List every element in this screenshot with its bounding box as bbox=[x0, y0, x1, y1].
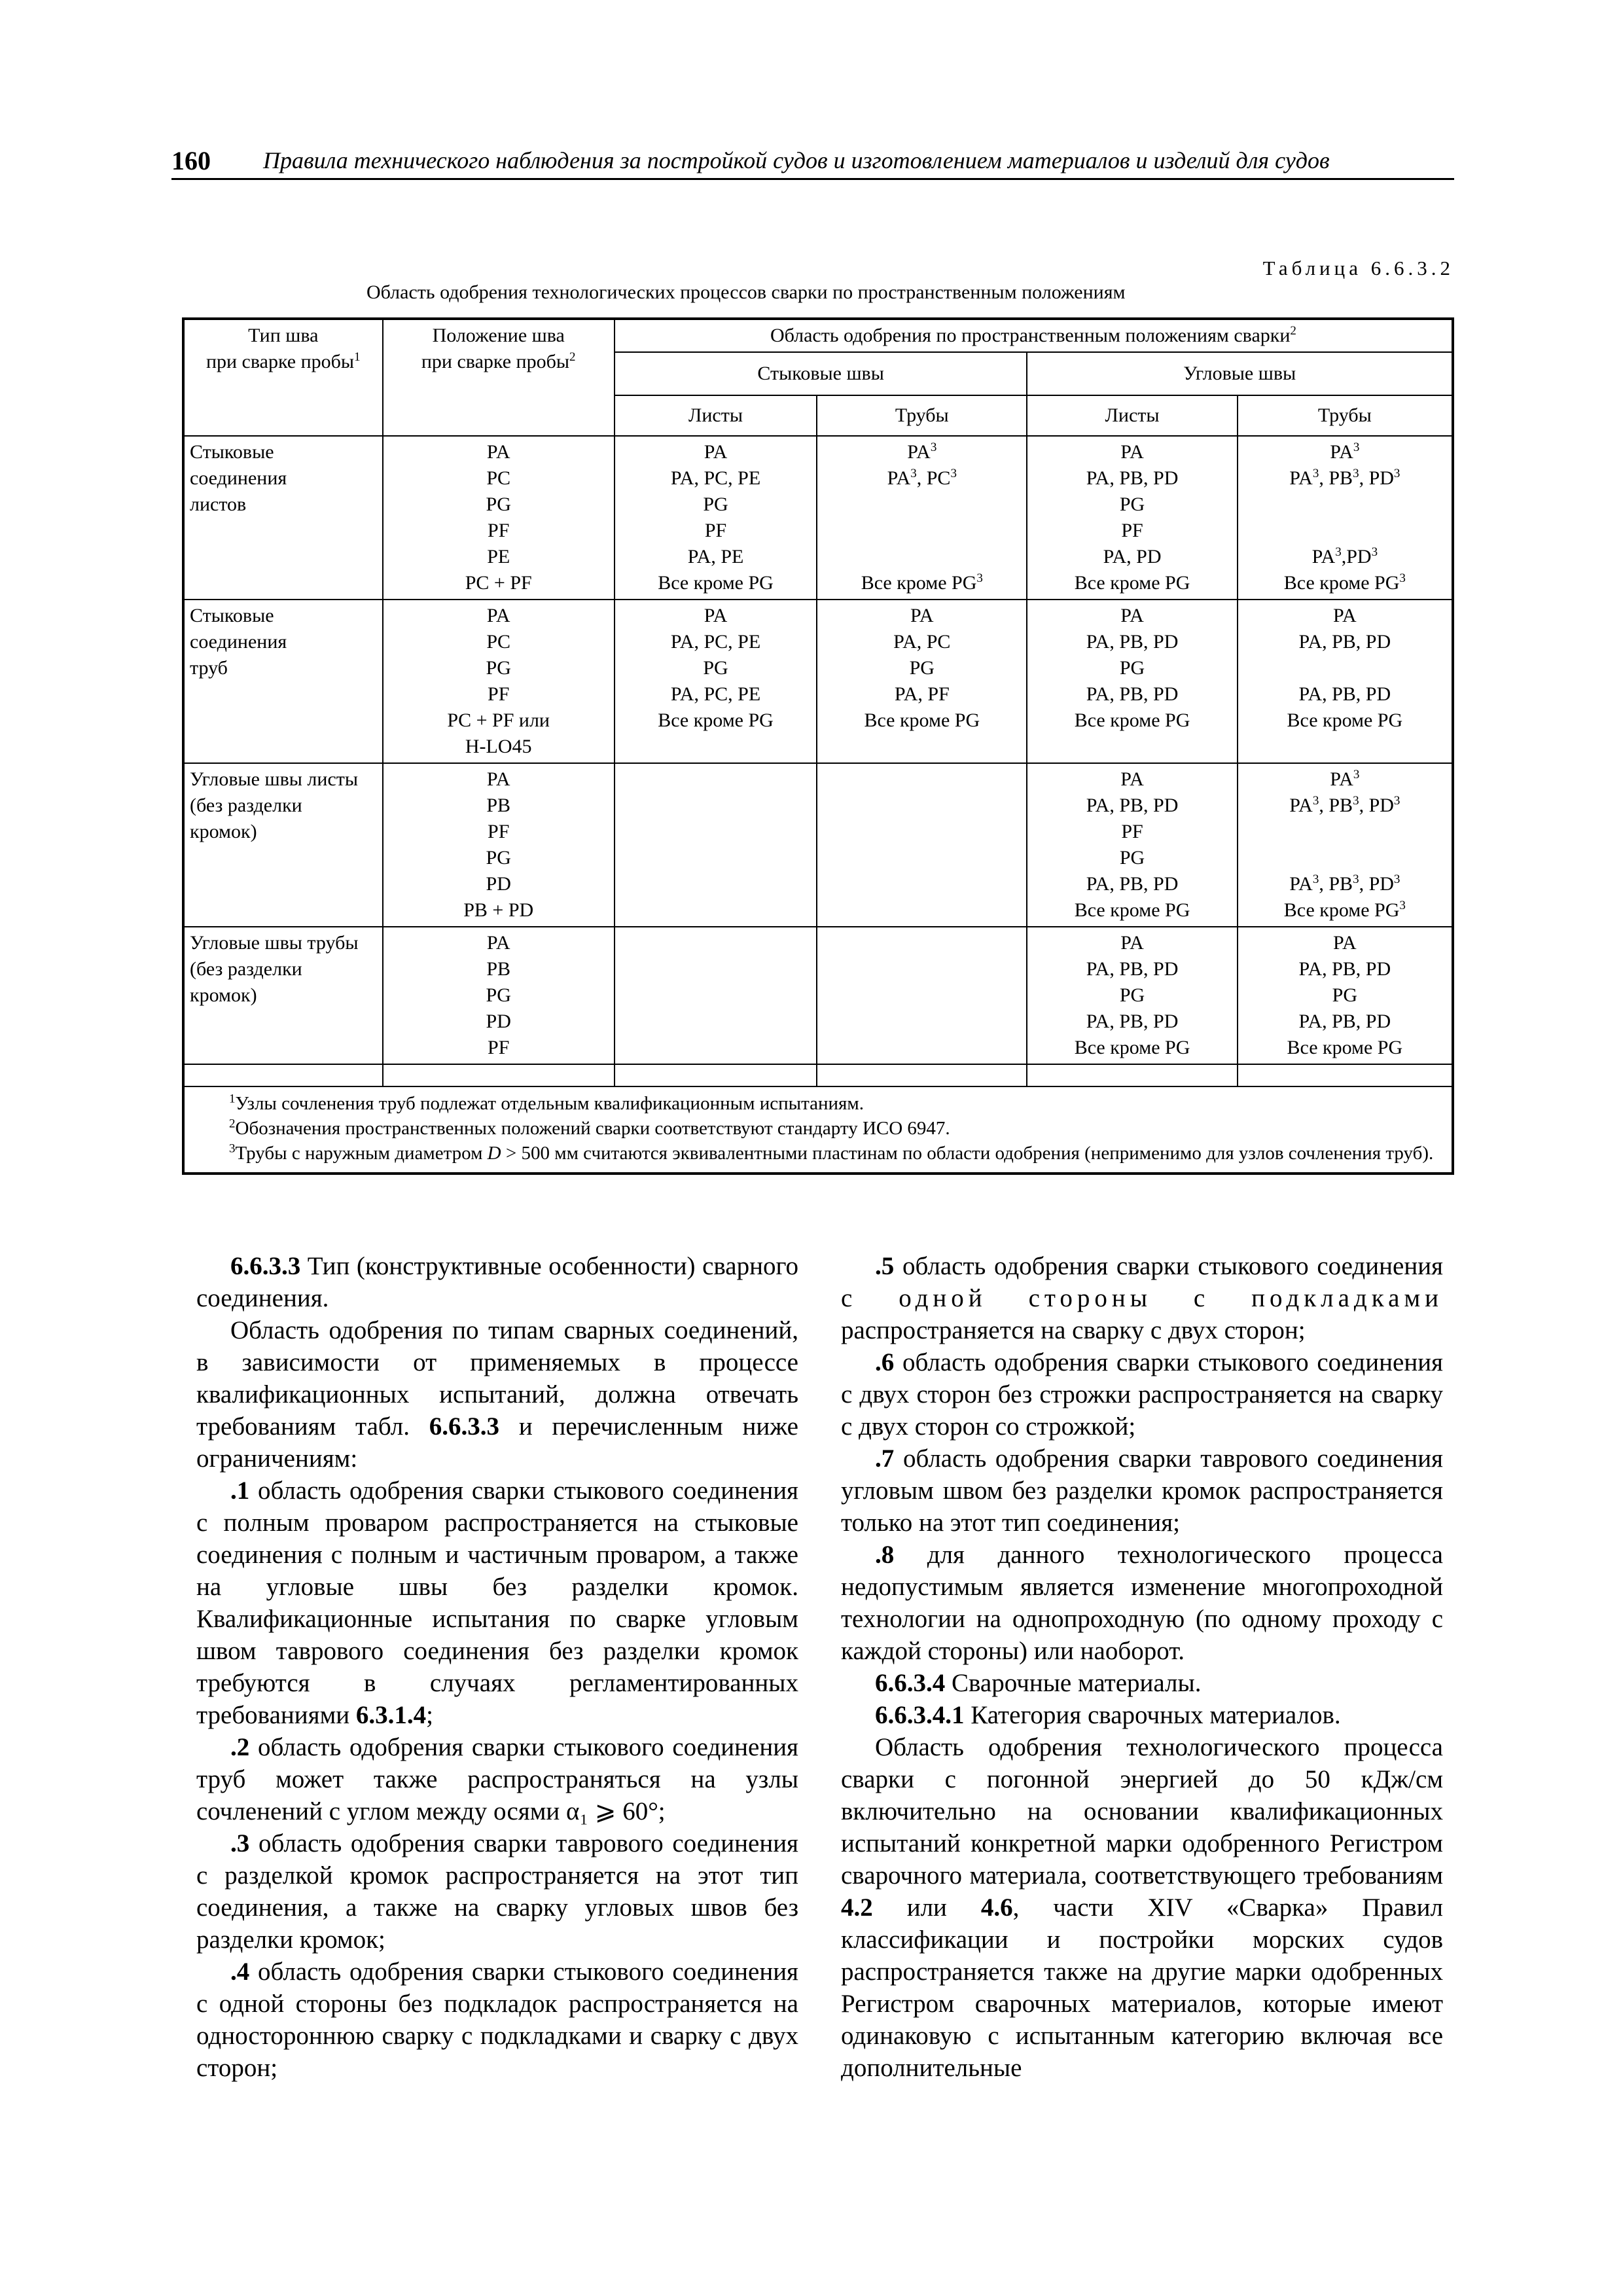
row-butt-pipes bbox=[817, 927, 1027, 1064]
table-row bbox=[183, 763, 1453, 927]
table-row bbox=[183, 927, 1453, 1064]
paragraph: Область одобрения технологического процесса сварки с погонной энергией до 50 кДж/см включительно на основании квалификационных испытаний конкретной марки одобренного Регистром сварочного материала, соответствующего требованиям 4.2 или 4.6, части XIV «Сварка» Правил классификации и постройки морских судов распространяется также на другие марки одобренных Регистром сварочных материалов, которые имеют одинаковую с испытанным категорию включая все дополнительные bbox=[841, 1733, 1443, 2082]
row-positions: PA PB PF PG PD PB + PD bbox=[383, 763, 615, 927]
paragraph: Область одобрения по типам сварных соединений, в зависимости от применяемых в процессе квалификационных испытаний, должна отвечать требованиям табл. 6.6.3.3 и перечисленным ниже ограничениям: bbox=[196, 1316, 798, 1473]
row-weld-type: Стыковые соединения труб bbox=[183, 600, 383, 763]
header-weld-type: Тип шва при сварке пробы$^1$ bbox=[183, 319, 383, 436]
row-positions: PA PC PG PF PC + PF или H-LO45 bbox=[383, 600, 615, 763]
header-scope: Область одобрения по пространственным положениям сварки$^2$ bbox=[615, 319, 1453, 352]
page-number: 160 bbox=[171, 146, 211, 175]
row-fillet-sheets: PA PA, PB, PD PG PF PA, PD Все кроме PG bbox=[1027, 436, 1237, 600]
paragraph: .6 область одобрения сварки стыкового соединения с двух сторон без строжки распространяется на сварку с двух сторон со строжкой; bbox=[841, 1348, 1443, 1441]
footnote: $^2$Обозначения пространственных положений сварки соответствуют стандарту ИСО 6947. bbox=[229, 1117, 950, 1139]
paragraph: 6.6.3.4.1 Категория сварочных материалов. bbox=[875, 1701, 1341, 1729]
table-row bbox=[183, 600, 1453, 763]
paragraph: 6.6.3.4 Сварочные материалы. bbox=[875, 1669, 1202, 1697]
row-fillet-sheets: PA PA, PB, PD PG PA, PB, PD Все кроме PG bbox=[1027, 600, 1237, 763]
row-positions: PA PB PG PD PF bbox=[383, 927, 615, 1064]
footnote: $^1$Узлы сочленения труб подлежат отдельным квалификационным испытаниям. bbox=[229, 1092, 864, 1114]
right-text-column bbox=[841, 1250, 1443, 2084]
table-footnotes bbox=[183, 1086, 1453, 1174]
paragraph: .5 область одобрения сварки стыкового соединения с одной стороны с подкладками распространяется на сварку с двух сторон; bbox=[841, 1252, 1443, 1344]
row-weld-type: Угловые швы трубы (без разделки кромок) bbox=[183, 927, 383, 1064]
row-fillet-pipes: PA PA, PB, PD PA, PB, PD Все кроме PG bbox=[1238, 600, 1453, 763]
row-fillet-pipes: PA PA, PB, PD PG PA, PB, PD Все кроме PG bbox=[1238, 927, 1453, 1064]
paragraph: 6.6.3.3 Тип (конструктивные особенности) сварного соединения. bbox=[196, 1252, 798, 1312]
row-butt-sheets bbox=[615, 927, 817, 1064]
paragraph: .8 для данного технологического процесса недопустимым является изменение многопроходной технологии на однопроходную (по одному проходу с каждой стороны) или наоборот. bbox=[841, 1541, 1443, 1665]
row-fillet-sheets: PA PA, PB, PD PF PG PA, PB, PD Все кроме PG bbox=[1027, 763, 1237, 927]
row-butt-pipes: $PA^3$ $PA^3$, $PC^3$ Все кроме $PG^3$ bbox=[817, 436, 1027, 600]
page-header bbox=[171, 143, 1454, 180]
row-weld-type: Стыковые соединения листов bbox=[183, 436, 383, 600]
row-fillet-sheets: PA PA, PB, PD PG PA, PB, PD Все кроме PG bbox=[1027, 927, 1237, 1064]
table-row bbox=[183, 436, 1453, 600]
welding-positions-table bbox=[182, 317, 1454, 1175]
row-positions: PA PC PG PF PE PC + PF bbox=[383, 436, 615, 600]
row-butt-sheets: PA PA, PC, PE PG PA, PC, PE Все кроме PG bbox=[615, 600, 817, 763]
row-butt-pipes bbox=[817, 763, 1027, 927]
table-caption: Область одобрения технологических процессов сварки по пространственным положениям bbox=[366, 281, 1126, 303]
table-header-row bbox=[183, 319, 1453, 352]
row-butt-sheets: PA PA, PC, PE PG PF PA, PE Все кроме PG bbox=[615, 436, 817, 600]
header-butt-sheets: Листы bbox=[615, 395, 817, 436]
header-fillet-pipes: Трубы bbox=[1238, 395, 1453, 436]
paragraph: .3 область одобрения сварки таврового соединения с разделкой кромок распространяется на этот тип соединения, а также на сварку угловых швов без разделки кромок; bbox=[196, 1829, 798, 1954]
row-fillet-pipes: $PA^3$ $PA^3$, $PB^3$, $PD^3$ $PA^3$, $PB^3$, $PD^3$ Все кроме $PG^3$ bbox=[1238, 763, 1453, 927]
paragraph: .1 область одобрения сварки стыкового соединения с полным проваром распространяется на стыковые соединения с полным и частичным проваром, а также на угловые швы без разделки кромок. Квалификационные испытания по сварке угловым швом таврового соединения без разделки кромок требуются в случаях регламентированных требованиями 6.3.1.4; bbox=[196, 1477, 798, 1729]
header-butt-welds: Стыковые швы bbox=[615, 352, 1027, 395]
header-butt-pipes: Трубы bbox=[817, 395, 1027, 436]
paragraph: .7 область одобрения сварки таврового соединения угловым швом без разделки кромок распространяется только на этот тип соединения; bbox=[841, 1444, 1443, 1537]
footnote: $^3$Трубы с наружным диаметром D > 500 мм считаются эквивалентными пластинам по области одобрения (неприменимо для узлов сочленения труб). bbox=[229, 1141, 1434, 1164]
paragraph: .4 область одобрения сварки стыкового соединения с одной стороны без подкладок распространяется на одностороннюю сварку с подкладками и сварку с двух сторон; bbox=[196, 1958, 798, 2082]
row-fillet-pipes: $PA^3$ $PA^3$, $PB^3$, $PD^3$ $PA^3,PD^3$ Все кроме $PG^3$ bbox=[1238, 436, 1453, 600]
row-weld-type: Угловые швы листы (без разделки кромок) bbox=[183, 763, 383, 927]
row-butt-pipes: PA PA, PC PG PA, PF Все кроме PG bbox=[817, 600, 1027, 763]
row-butt-sheets bbox=[615, 763, 817, 927]
header-weld-position: Положение шва при сварке пробы$^2$ bbox=[383, 319, 615, 436]
header-fillet-sheets: Листы bbox=[1027, 395, 1237, 436]
left-text-column bbox=[196, 1250, 798, 2084]
header-fillet-welds: Угловые швы bbox=[1027, 352, 1453, 395]
footnotes bbox=[183, 1086, 1453, 1174]
table-label: Таблица 6.6.3.2 bbox=[1262, 257, 1454, 279]
running-title: Правила технического наблюдения за постройкой судов и изготовлением материалов и изделий для судов bbox=[263, 147, 1330, 173]
paragraph: .2 область одобрения сварки стыкового соединения труб может также распространяться на узлы сочленений с углом между осями α₁ ⩾ 60°; bbox=[196, 1733, 798, 1825]
table-row-spacer bbox=[183, 1064, 1453, 1086]
